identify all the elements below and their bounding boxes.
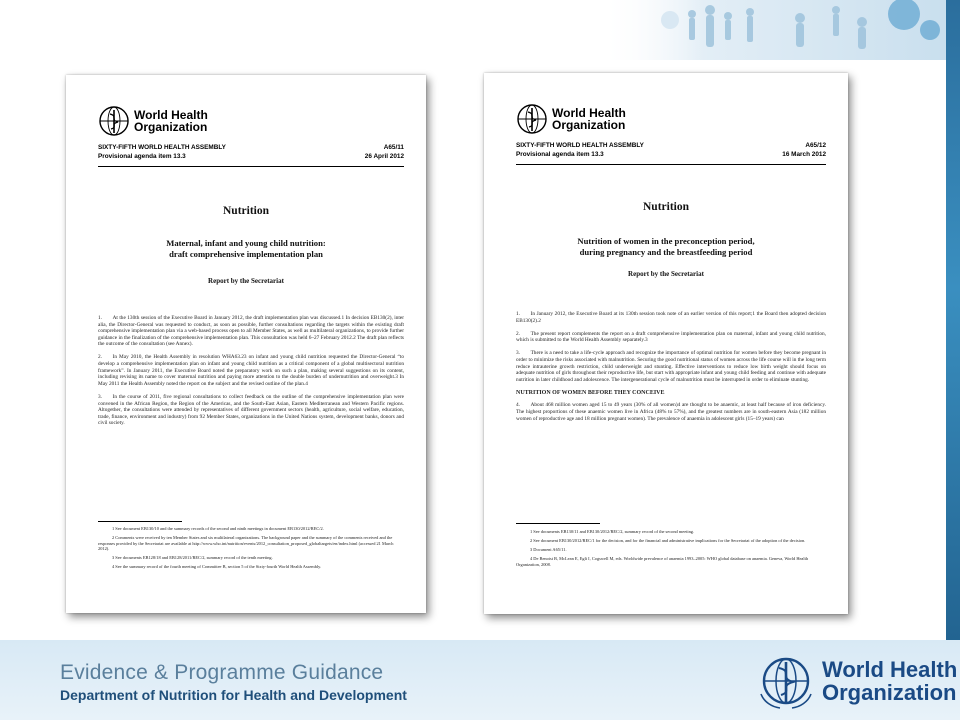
who-emblem-icon [98, 105, 130, 137]
paragraph: 3. In the course of 2011, five regional consultations to collect feedback on the outline of the comprehensive implementation plan were convened in the African Region, the Region of the Americas, and the South-East Asian, Eastern Mediterranean and Western Pacific regions. Altogether, the consultations were attended by representatives of different government sectors (health, agriculture, social welfare, education, trade, finance, environment and industry) from 92 Member States, organizations in the United Nations system, development banks, donors and civil society. [98, 393, 404, 427]
footer-subtitle: Department of Nutrition for Health and Development [60, 687, 407, 703]
who-footer-line1: World Health [822, 657, 958, 682]
doc-logo-line2: Organization [552, 118, 626, 132]
footnote: 2 See document EB130/2012/REC/1 for the decision, and for the financial and administrative implications for the Secretariat of the adoption of the decision. [530, 538, 806, 544]
footnote: 3 See documents EB128/18 and EB128/2011/REC/2, summary record of the tenth meeting. [112, 555, 273, 561]
doc-report-by: Report by the Secretariat [628, 270, 704, 278]
paragraph: 4. About 468 million women aged 15 to 49 years (30% of all women)4 are thought to be anaemic, at least half because of iron deficiency. The highest proportions of these anaemic women live in Africa (48% to 57%), and the greatest numbers are in south-eastern Asia (182 million women of reproductive age and 18 million pregnant women). The prevalence of anaemia in adolescent girls (15–19 years) can [516, 402, 826, 422]
doc-logo-line2: Organization [134, 120, 208, 134]
doc-number: A65/11 [383, 144, 404, 151]
header-rule [516, 164, 826, 165]
doc-title-line2: during pregnancy and the breastfeeding period [579, 247, 753, 257]
doc-title-line1: Maternal, infant and young child nutrition: [166, 238, 326, 248]
header-rule [98, 166, 404, 167]
doc-date: 26 April 2012 [364, 153, 404, 160]
doc-footnotes [516, 529, 826, 571]
doc-title [66, 238, 426, 260]
footnote: 4 See the summary record of the fourth meeting of Committee B, section 5 of the Sixty-fourth World Health Assembly. [112, 564, 322, 570]
who-emblem-icon [516, 103, 548, 135]
doc-header [516, 141, 826, 159]
people-banner-icon [600, 0, 946, 60]
assembly-name: SIXTY-FIFTH WORLD HEALTH ASSEMBLY [98, 144, 226, 151]
doc-title-line2: draft comprehensive implementation plan [169, 249, 323, 259]
who-footer-logo [756, 652, 958, 712]
doc-title-line1: Nutrition of women in the preconception period, [577, 236, 755, 246]
document-a65-12 [484, 73, 848, 614]
doc-date: 16 March 2012 [782, 151, 826, 158]
doc-body [516, 311, 826, 429]
paragraph: 1. At the 130th session of the Executive Board in January 2012, the draft implementation plan was discussed.1 In decision EB130(2), inter alia, the Director-General was requested to conduct, as soon as possible, further consultations regarding the targets within the existing draft comprehensive implementation plan via a web-based process open to all Member States, as well as multilateral organizations, to provide further guidance in the finalization of the comprehensive implementation plan. This consultation was held 6–27 February 2012.2 The draft plan reflects the outcome of the consultation (see Annex). [98, 315, 404, 348]
doc-header [98, 143, 404, 161]
doc-number: A65/12 [805, 142, 826, 149]
who-emblem-icon [756, 654, 816, 710]
doc-logo-line1: World Health [134, 108, 208, 122]
doc-logo-line1: World Health [552, 106, 626, 120]
agenda-item: Provisional agenda item 13.3 [516, 151, 604, 158]
footnote: 4 De Benoist B, McLean E, Egli I, Cogswell M, eds. Worldwide prevalence of anaemia 1993–2005: WHO global database on anaemia. Geneva, World Health Organization, 2008. [516, 556, 809, 567]
footer-title: Evidence & Programme Guidance [60, 661, 384, 684]
footnote-rule [516, 523, 600, 524]
footnote-rule [98, 521, 182, 522]
right-accent-band [946, 0, 960, 720]
doc-body [98, 315, 404, 433]
section-heading: NUTRITION OF WOMEN BEFORE THEY CONCEIVE [516, 389, 665, 396]
footnote: 2 Comments were received by ten Member States and six multilateral organizations. The background paper and the summary of the comments received and the responses provided by the Secretariat are available at http://www.who.int/nutrition/events/2012_consultation_proposed_globaltargets/en/index.html (accessed 21 March 2012). [98, 535, 394, 552]
paragraph: 2. In May 2010, the Health Assembly in resolution WHA63.23 on infant and young child nutrition requested the Director-General “to develop a comprehensive implementation plan on infant and young child nutrition as a critical component of a global multisectoral nutrition framework”. In January 2011, the Executive Board noted the preparatory work on such a plan, making several suggestions on its content, including revising its name to cover maternal nutrition and paying more attention to the double burden of undernutrition and overweight.3 In May 2011 the Health Assembly noted the report on the subject and the revised outline of the plan.4 [98, 354, 404, 387]
doc-topic: Nutrition [223, 205, 269, 217]
doc-report-by: Report by the Secretariat [208, 277, 284, 285]
who-footer-line2: Organization [822, 680, 957, 705]
doc-topic: Nutrition [643, 201, 689, 213]
footnote: 3 Document A65/11. [530, 547, 567, 553]
paragraph: 1. In January 2012, the Executive Board at its 130th session took note of an earlier version of this report;1 the Board then adopted decision EB130(2).2 [516, 311, 826, 324]
footnote: 1 See documents EB130/11 and EB130/2012/REC/2, summary record of the second meeting. [530, 529, 695, 534]
paragraph: 3. There is a need to take a life-cycle approach and recognize the importance of optimal nutrition for women before they become pregnant in order to minimize the risks associated with malnutrition. Securing the good nutritional status of women across the life course will in the long term reduce intrauterine growth restriction, child underweight and stunting. Effective interventions to reduce low birth weight should focus on adequate nutrition of girls throughout their reproductive life, but start with appropriate infant and young child feeding and continue with adequate nutrition in later childhood and adolescence. The intergenerational cycle of malnutrition must be interrupted in order to eliminate stunting. [516, 350, 826, 383]
footnote: 1 See document EB130/10 and the summary records of the second and ninth meetings in document EB130/2012/REC/2. [112, 526, 324, 531]
paragraph: 2. The present report complements the report on a draft comprehensive implementation plan on maternal, infant and young child nutrition, which is submitted to the World Health Assembly separately.3 [516, 330, 826, 344]
assembly-name: SIXTY-FIFTH WORLD HEALTH ASSEMBLY [516, 142, 644, 149]
agenda-item: Provisional agenda item 13.3 [98, 153, 186, 160]
document-a65-11 [66, 75, 426, 613]
doc-title [484, 236, 848, 258]
doc-footnotes [98, 526, 404, 574]
